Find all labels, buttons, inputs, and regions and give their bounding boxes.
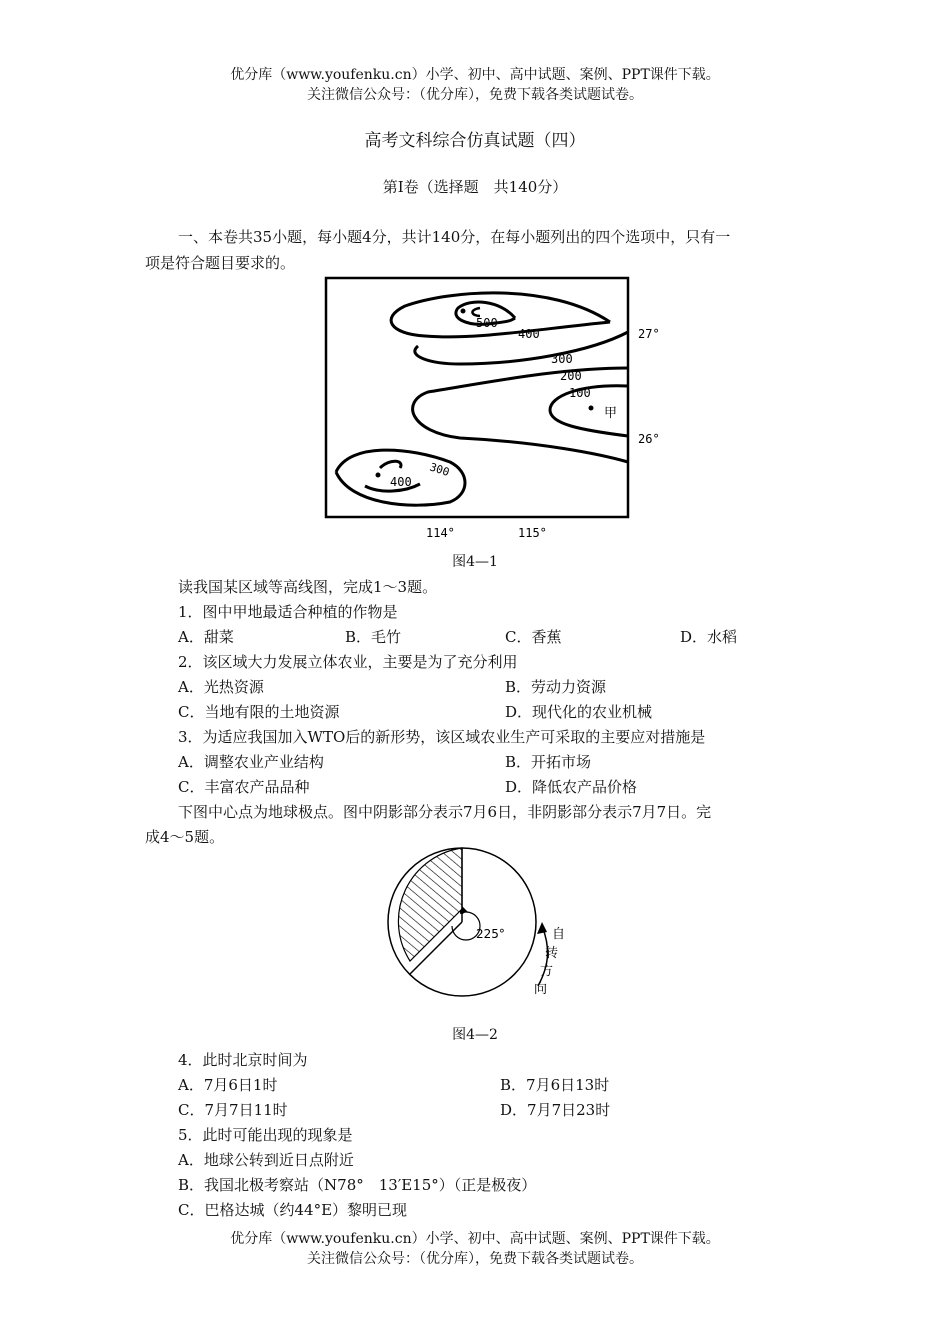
intro-line-2: 项是符合题目要求的。 [145,254,296,272]
place-jia-point [589,406,594,411]
page-title: 高考文科综合仿真试题（四） [364,131,586,151]
q3-option-b: B．开拓市场 [505,753,592,771]
lon-115: 115° [518,526,547,540]
shaded-sector-july-6 [398,848,462,961]
intro-line-1: 一、本卷共35小题，每小题4分，共计140分，在每小题列出的四个选项中，只有一 [178,228,731,246]
rotation-label-2: 转 [545,946,559,961]
label-400-lower: 400 [390,475,412,489]
lat-27: 27° [638,327,660,341]
figure-2-caption: 图4—2 [452,1027,498,1043]
figure-1-caption: 图4—1 [452,554,498,570]
label-100: 100 [569,386,591,400]
q2-stem: 2．该区域大力发展立体农业，主要是为了充分利用 [178,653,518,671]
q1-option-d: D．水稻 [680,628,738,646]
contour-map-figure [310,272,690,547]
q1-stem: 1．图中甲地最适合种植的作物是 [178,603,398,621]
label-400-upper: 400 [518,327,540,341]
q5-option-b: B．我国北极考察站（N78° 13′E15°）（正是极夜） [178,1176,537,1194]
q4-option-a: A．7月6日1时 [178,1076,278,1094]
q2-option-a: A．光热资源 [178,678,264,696]
q1-option-a: A．甜菜 [178,628,234,646]
read-instruction-1: 读我国某区域等高线图，完成1～3题。 [178,578,438,596]
label-500: 500 [476,316,498,330]
summit-point [461,309,466,314]
angle-label: 225° [476,927,505,941]
rotation-label-1: 自 [552,927,566,942]
q2-option-b: B．劳动力资源 [505,678,607,696]
q4-option-b: B．7月6日13时 [500,1076,610,1094]
read-instruction-2-line-1: 下图中心点为地球极点。图中阴影部分表示7月6日，非阴影部分表示7月7日。完 [178,803,712,821]
q3-option-c: C．丰富农产品品种 [178,778,310,796]
q3-option-d: D．降低农产品价格 [505,778,638,796]
label-jia: 甲 [604,406,618,421]
read-instruction-2-line-2: 成4～5题。 [145,828,225,846]
q5-option-c: C．巴格达城（约44°E）黎明已现 [178,1201,408,1219]
rotation-arrowhead [537,922,547,934]
q2-option-d: D．现代化的农业机械 [505,703,653,721]
q2-option-c: C．当地有限的土地资源 [178,703,340,721]
q1-option-b: B．毛竹 [345,628,402,646]
q1-option-c: C．香蕉 [505,628,562,646]
polar-date-figure [380,846,580,1006]
footer-line-1: 优分库（www.youfenku.cn）小学、初中、高中试题、案例、PPT课件下载。 [230,1231,720,1247]
rotation-label-3: 方 [540,964,554,979]
header-line-1: 优分库（www.youfenku.cn）小学、初中、高中试题、案例、PPT课件下载。 [230,67,720,83]
label-300-lower: 300 [428,460,451,479]
rotation-label-4: 向 [534,982,548,997]
q5-option-a: A．地球公转到近日点附近 [178,1151,354,1169]
peak-lower-point [376,473,381,478]
q5-stem: 5．此时可能出现的现象是 [178,1126,353,1144]
section-title: 第Ⅰ卷（选择题 共140分） [382,178,568,196]
header-line-2: 关注微信公众号：（优分库），免费下载各类试题试卷。 [307,87,643,103]
q4-option-d: D．7月7日23时 [500,1101,611,1119]
q3-option-a: A．调整农业产业结构 [178,753,324,771]
label-200: 200 [560,369,582,383]
q3-stem: 3．为适应我国加入WTO后的新形势，该区域农业生产可采取的主要应对措施是 [178,728,706,746]
footer-line-2: 关注微信公众号：（优分库），免费下载各类试题试卷。 [307,1251,643,1267]
q4-option-c: C．7月7日11时 [178,1101,288,1119]
label-300: 300 [551,352,573,366]
lat-26: 26° [638,432,660,446]
lon-114: 114° [426,526,455,540]
q4-stem: 4．此时北京时间为 [178,1051,308,1069]
